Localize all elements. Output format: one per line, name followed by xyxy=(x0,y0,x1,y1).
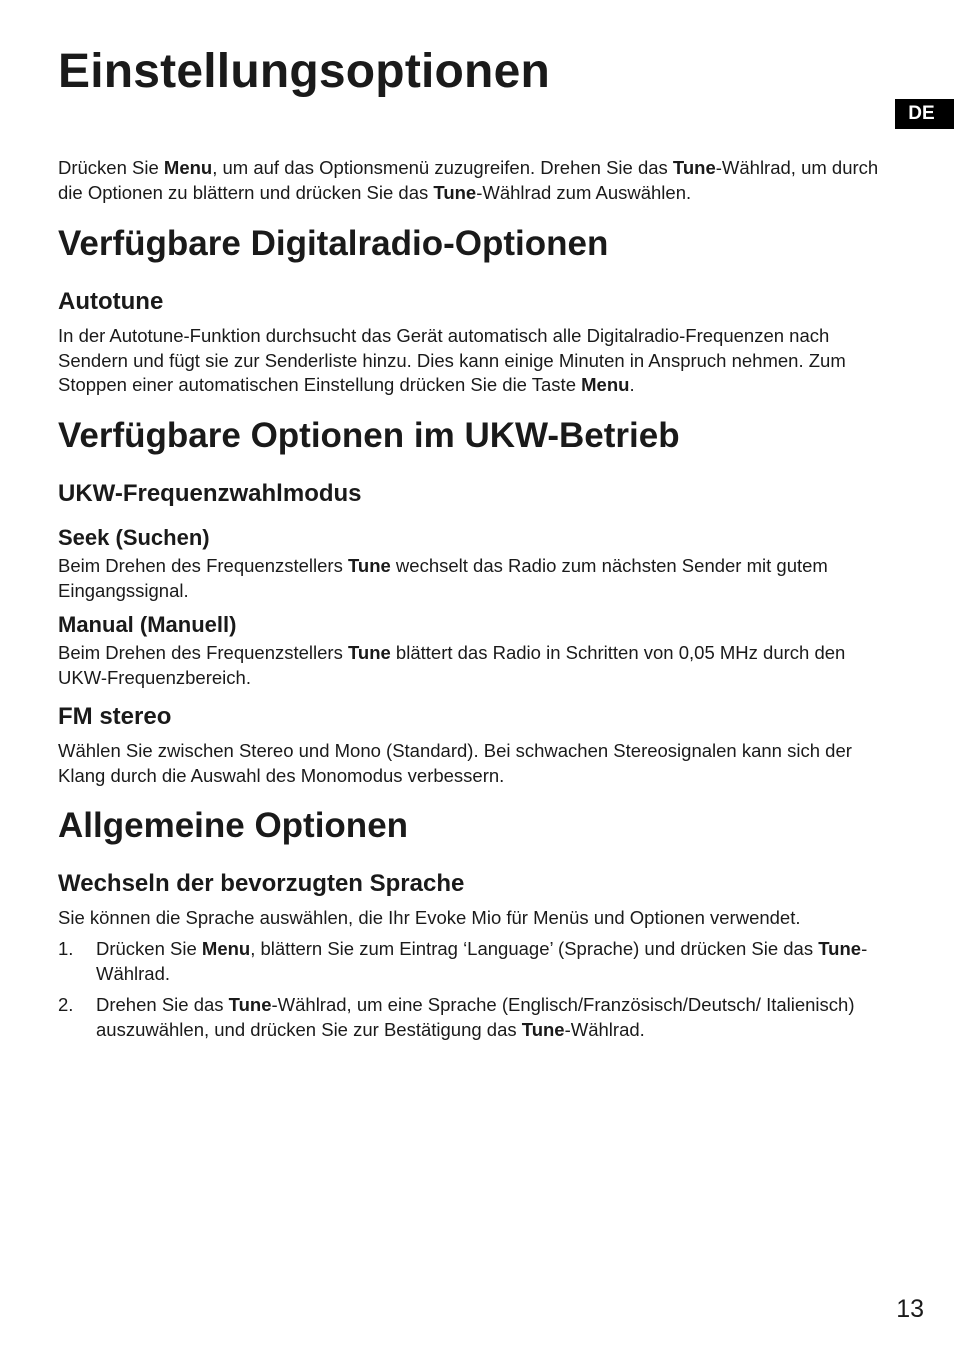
menu-key-label: Menu xyxy=(163,157,213,178)
digital-options-section xyxy=(58,224,898,264)
step-text: -Wählrad, um eine Sprache (Englisch/Französisch/Deutsch/ Italienisch) auszuwählen, und drücken Sie zur Bestätigung das xyxy=(96,994,855,1040)
subheading-autotune: Autotune xyxy=(58,288,164,315)
step-text: Drehen Sie das xyxy=(96,994,229,1015)
intro-text: -Wählrad, um durch die Optionen zu blättern und drücken Sie das xyxy=(58,157,879,203)
tune-key-label: Tune xyxy=(521,1018,565,1040)
menu-key-label: Menu xyxy=(581,374,630,395)
tune-key-label: Tune xyxy=(818,938,862,959)
manual-text: blättert das Radio in Schritten von 0,05 MHz durch den UKW-Frequenzbereich. xyxy=(58,642,846,688)
section-heading-general: Allgemeine Optionen xyxy=(58,806,409,845)
intro-text: -Wählrad zum Auswählen. xyxy=(476,181,692,203)
tune-key-label: Tune xyxy=(347,642,391,663)
menu-key-label: Menu xyxy=(201,938,251,959)
language-subsection xyxy=(58,870,898,899)
tune-key-label: Tune xyxy=(672,157,716,178)
language-text: Sie können die Sprache auswählen, die Ihr Evoke Mio für Menüs und Optionen verwendet. xyxy=(58,907,801,928)
manual-subsection xyxy=(58,612,898,638)
seek-text: Beim Drehen des Frequenzstellers xyxy=(58,555,348,576)
seek-text: wechselt das Radio zum nächsten Sender mit gutem Eingangssignal. xyxy=(58,555,828,601)
step-text: -Wählrad. xyxy=(96,938,868,984)
list-number: 2. xyxy=(58,994,74,1015)
language-tab: DE xyxy=(895,99,954,129)
step-text: , blättern Sie zum Eintrag ‘Language’ (Sprache) und drücken Sie das xyxy=(250,938,819,959)
autotune-text: In der Autotune-Funktion durchsucht das Gerät automatisch alle Digitalradio-Frequenzen nach Sendern und fügt sie zur Senderliste hinzu. Dies kann einige Minuten in Anspruch nehmen. Zum Stoppen einer automatischen Einstellung drücken Sie die Taste xyxy=(58,325,846,395)
manual-paragraph xyxy=(58,641,898,690)
stereo-paragraph xyxy=(58,739,898,788)
step-text: -Wählrad. xyxy=(564,1018,645,1040)
subheading-language: Wechseln der bevorzugten Sprache xyxy=(58,870,465,897)
autotune-subsection xyxy=(58,288,898,317)
intro-text: , um auf das Optionsmenü zuzugreifen. Drehen Sie das xyxy=(212,157,673,178)
section-heading-digital: Verfügbare Digitalradio-Optionen xyxy=(58,224,609,263)
fm-options-section xyxy=(58,416,898,456)
subheading-fm-mode: UKW-Frequenzwahlmodus xyxy=(58,480,362,507)
intro-text: Drücken Sie xyxy=(58,157,164,178)
subheading-seek: Seek (Suchen) xyxy=(58,525,210,550)
general-options-section xyxy=(58,806,898,846)
stereo-subsection xyxy=(58,703,898,732)
tune-key-label: Tune xyxy=(433,181,477,203)
subheading-fm-stereo: FM stereo xyxy=(58,703,172,730)
intro-paragraph xyxy=(58,156,898,205)
language-paragraph xyxy=(58,906,898,931)
autotune-paragraph xyxy=(58,324,898,398)
section-heading-fm: Verfügbare Optionen im UKW-Betrieb xyxy=(58,416,680,455)
stereo-text: Wählen Sie zwischen Stereo und Mono (Standard). Bei schwachen Stereosignalen kann sich der Klang durch die Auswahl des Monomodus verbessern. xyxy=(58,740,852,786)
subheading-manual: Manual (Manuell) xyxy=(58,612,237,637)
seek-paragraph xyxy=(58,554,898,603)
tune-key-label: Tune xyxy=(347,555,391,576)
seek-subsection xyxy=(58,525,898,551)
page-title: Einstellungsoptionen xyxy=(58,45,550,98)
list-number: 1. xyxy=(58,938,74,959)
manual-text: Beim Drehen des Frequenzstellers xyxy=(58,642,348,663)
tune-key-label: Tune xyxy=(228,994,272,1015)
autotune-text: . xyxy=(629,374,635,395)
fm-mode-subsection xyxy=(58,480,898,509)
step-text: Drücken Sie xyxy=(96,938,202,959)
page-number: 13 xyxy=(896,1295,924,1323)
